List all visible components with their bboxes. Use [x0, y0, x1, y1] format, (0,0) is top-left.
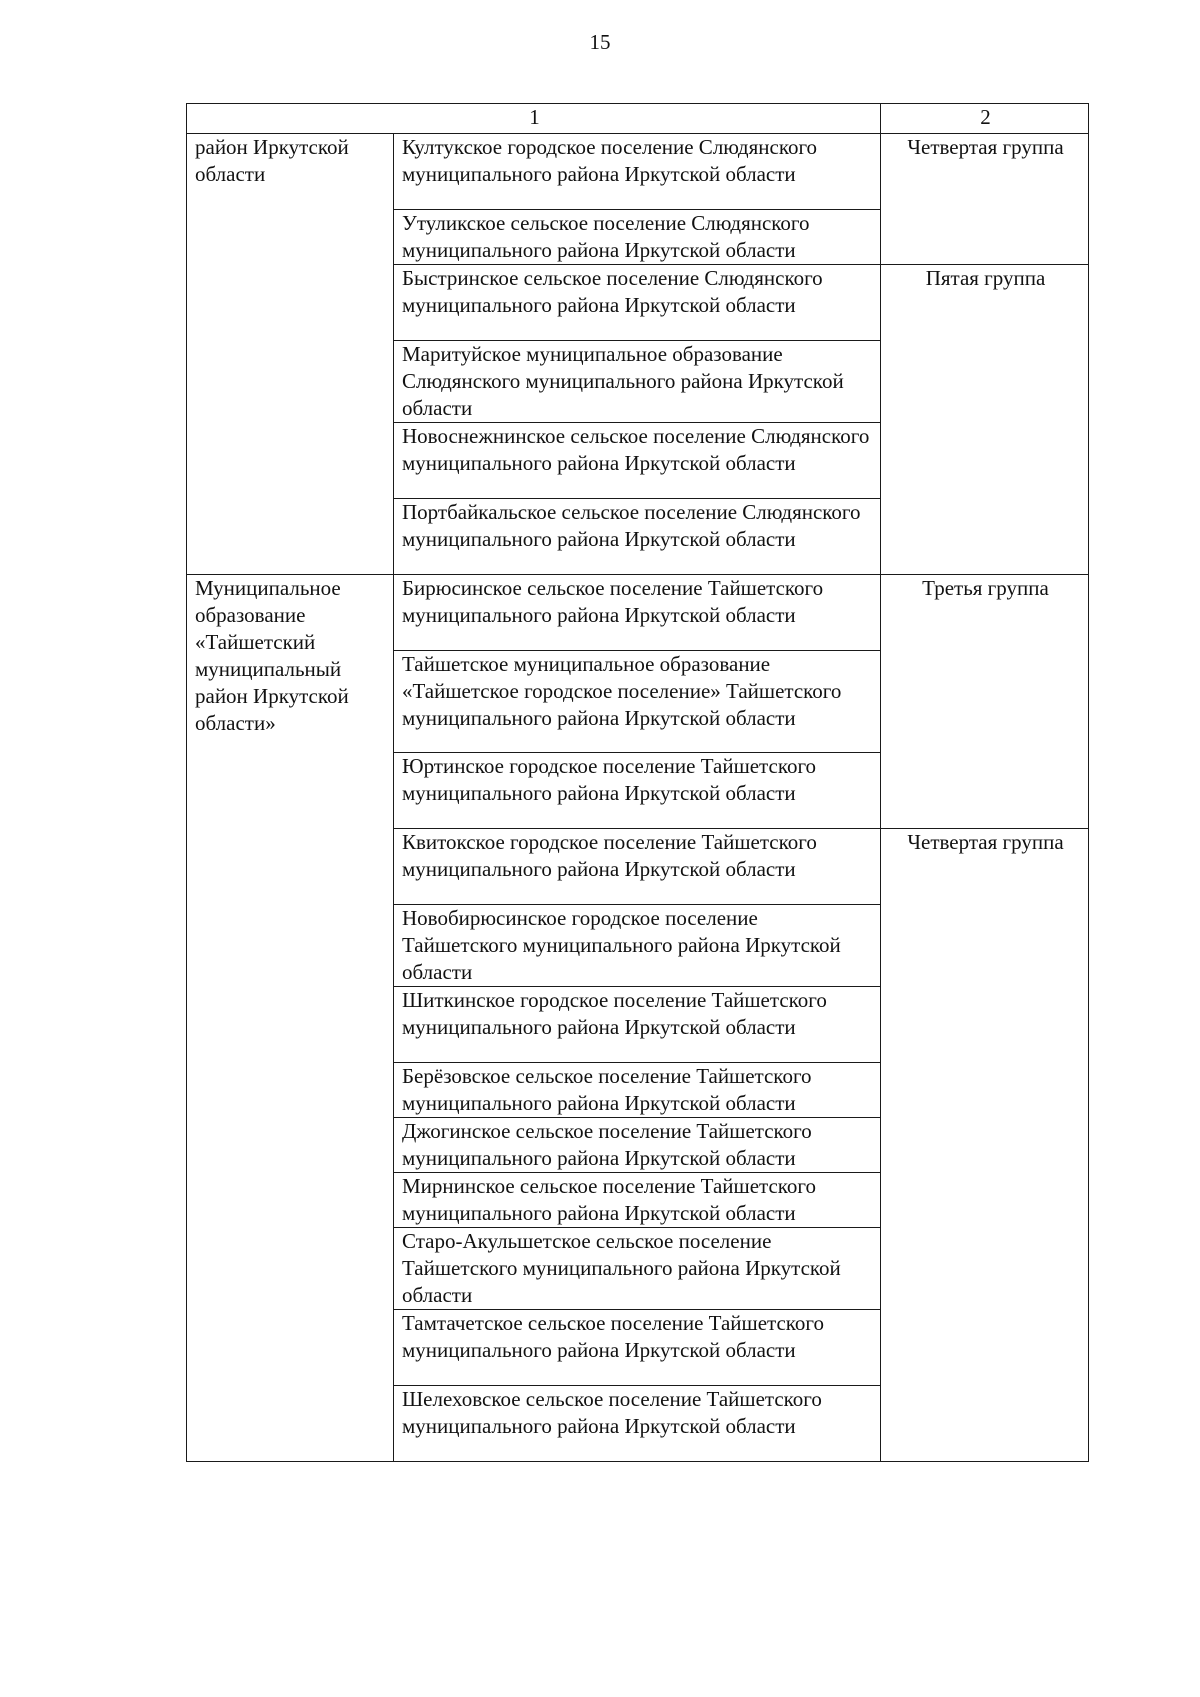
settlement-cell: Шиткинское городское поселение Тайшетского муниципального района Иркутской области — [394, 987, 881, 1063]
settlement-cell: Утуликское сельское поселение Слюдянского муниципального района Иркутской области — [394, 210, 881, 265]
group-cell: Пятая группа — [881, 265, 1089, 575]
settlement-cell: Тайшетское муниципальное образование «Тайшетское городское поселение» Тайшетского муниципального района Иркутской области — [394, 651, 881, 753]
settlement-cell: Новобирюсинское городское поселение Тайшетского муниципального района Иркутской области — [394, 905, 881, 987]
groups-table — [186, 103, 1089, 1462]
settlement-cell: Шелеховское сельское поселение Тайшетского муниципального района Иркутской области — [394, 1386, 881, 1462]
settlement-cell: Старо-Акульшетское сельское поселение Тайшетского муниципального района Иркутской области — [394, 1228, 881, 1310]
settlement-cell: Юртинское городское поселение Тайшетского муниципального района Иркутской области — [394, 753, 881, 829]
settlement-cell: Берёзовское сельское поселение Тайшетского муниципального района Иркутской области — [394, 1063, 881, 1118]
group-cell: Четвертая группа — [881, 829, 1089, 1462]
settlement-cell: Бирюсинское сельское поселение Тайшетского муниципального района Иркутской области — [394, 575, 881, 651]
page-number: 15 — [589, 30, 611, 54]
settlement-cell: Маритуйское муниципальное образование Слюдянского муниципального района Иркутской области — [394, 341, 881, 423]
settlement-cell: Новоснежнинское сельское поселение Слюдянского муниципального района Иркутской области — [394, 423, 881, 499]
group-cell: Третья группа — [881, 575, 1089, 829]
settlement-cell: Квитокское городское поселение Тайшетского муниципального района Иркутской области — [394, 829, 881, 905]
table-row — [187, 575, 1089, 651]
settlement-cell: Тамтачетское сельское поселение Тайшетского муниципального района Иркутской области — [394, 1310, 881, 1386]
settlement-cell: Быстринское сельское поселение Слюдянского муниципального района Иркутской области — [394, 265, 881, 341]
district-cell: Муниципальное образование «Тайшетский муниципальный район Иркутской области» — [187, 575, 394, 1462]
table-row — [187, 134, 1089, 210]
table-header-row — [187, 104, 1089, 134]
settlement-cell: Портбайкальское сельское поселение Слюдянского муниципального района Иркутской области — [394, 499, 881, 575]
group-cell: Четвертая группа — [881, 134, 1089, 265]
settlement-cell: Джогинское сельское поселение Тайшетского муниципального района Иркутской области — [394, 1118, 881, 1173]
column-header-2: 2 — [881, 104, 1089, 134]
district-cell: район Иркутской области — [187, 134, 394, 575]
column-header-1: 1 — [187, 104, 881, 134]
settlement-cell: Мирнинское сельское поселение Тайшетского муниципального района Иркутской области — [394, 1173, 881, 1228]
settlement-cell: Култукское городское поселение Слюдянского муниципального района Иркутской области — [394, 134, 881, 210]
